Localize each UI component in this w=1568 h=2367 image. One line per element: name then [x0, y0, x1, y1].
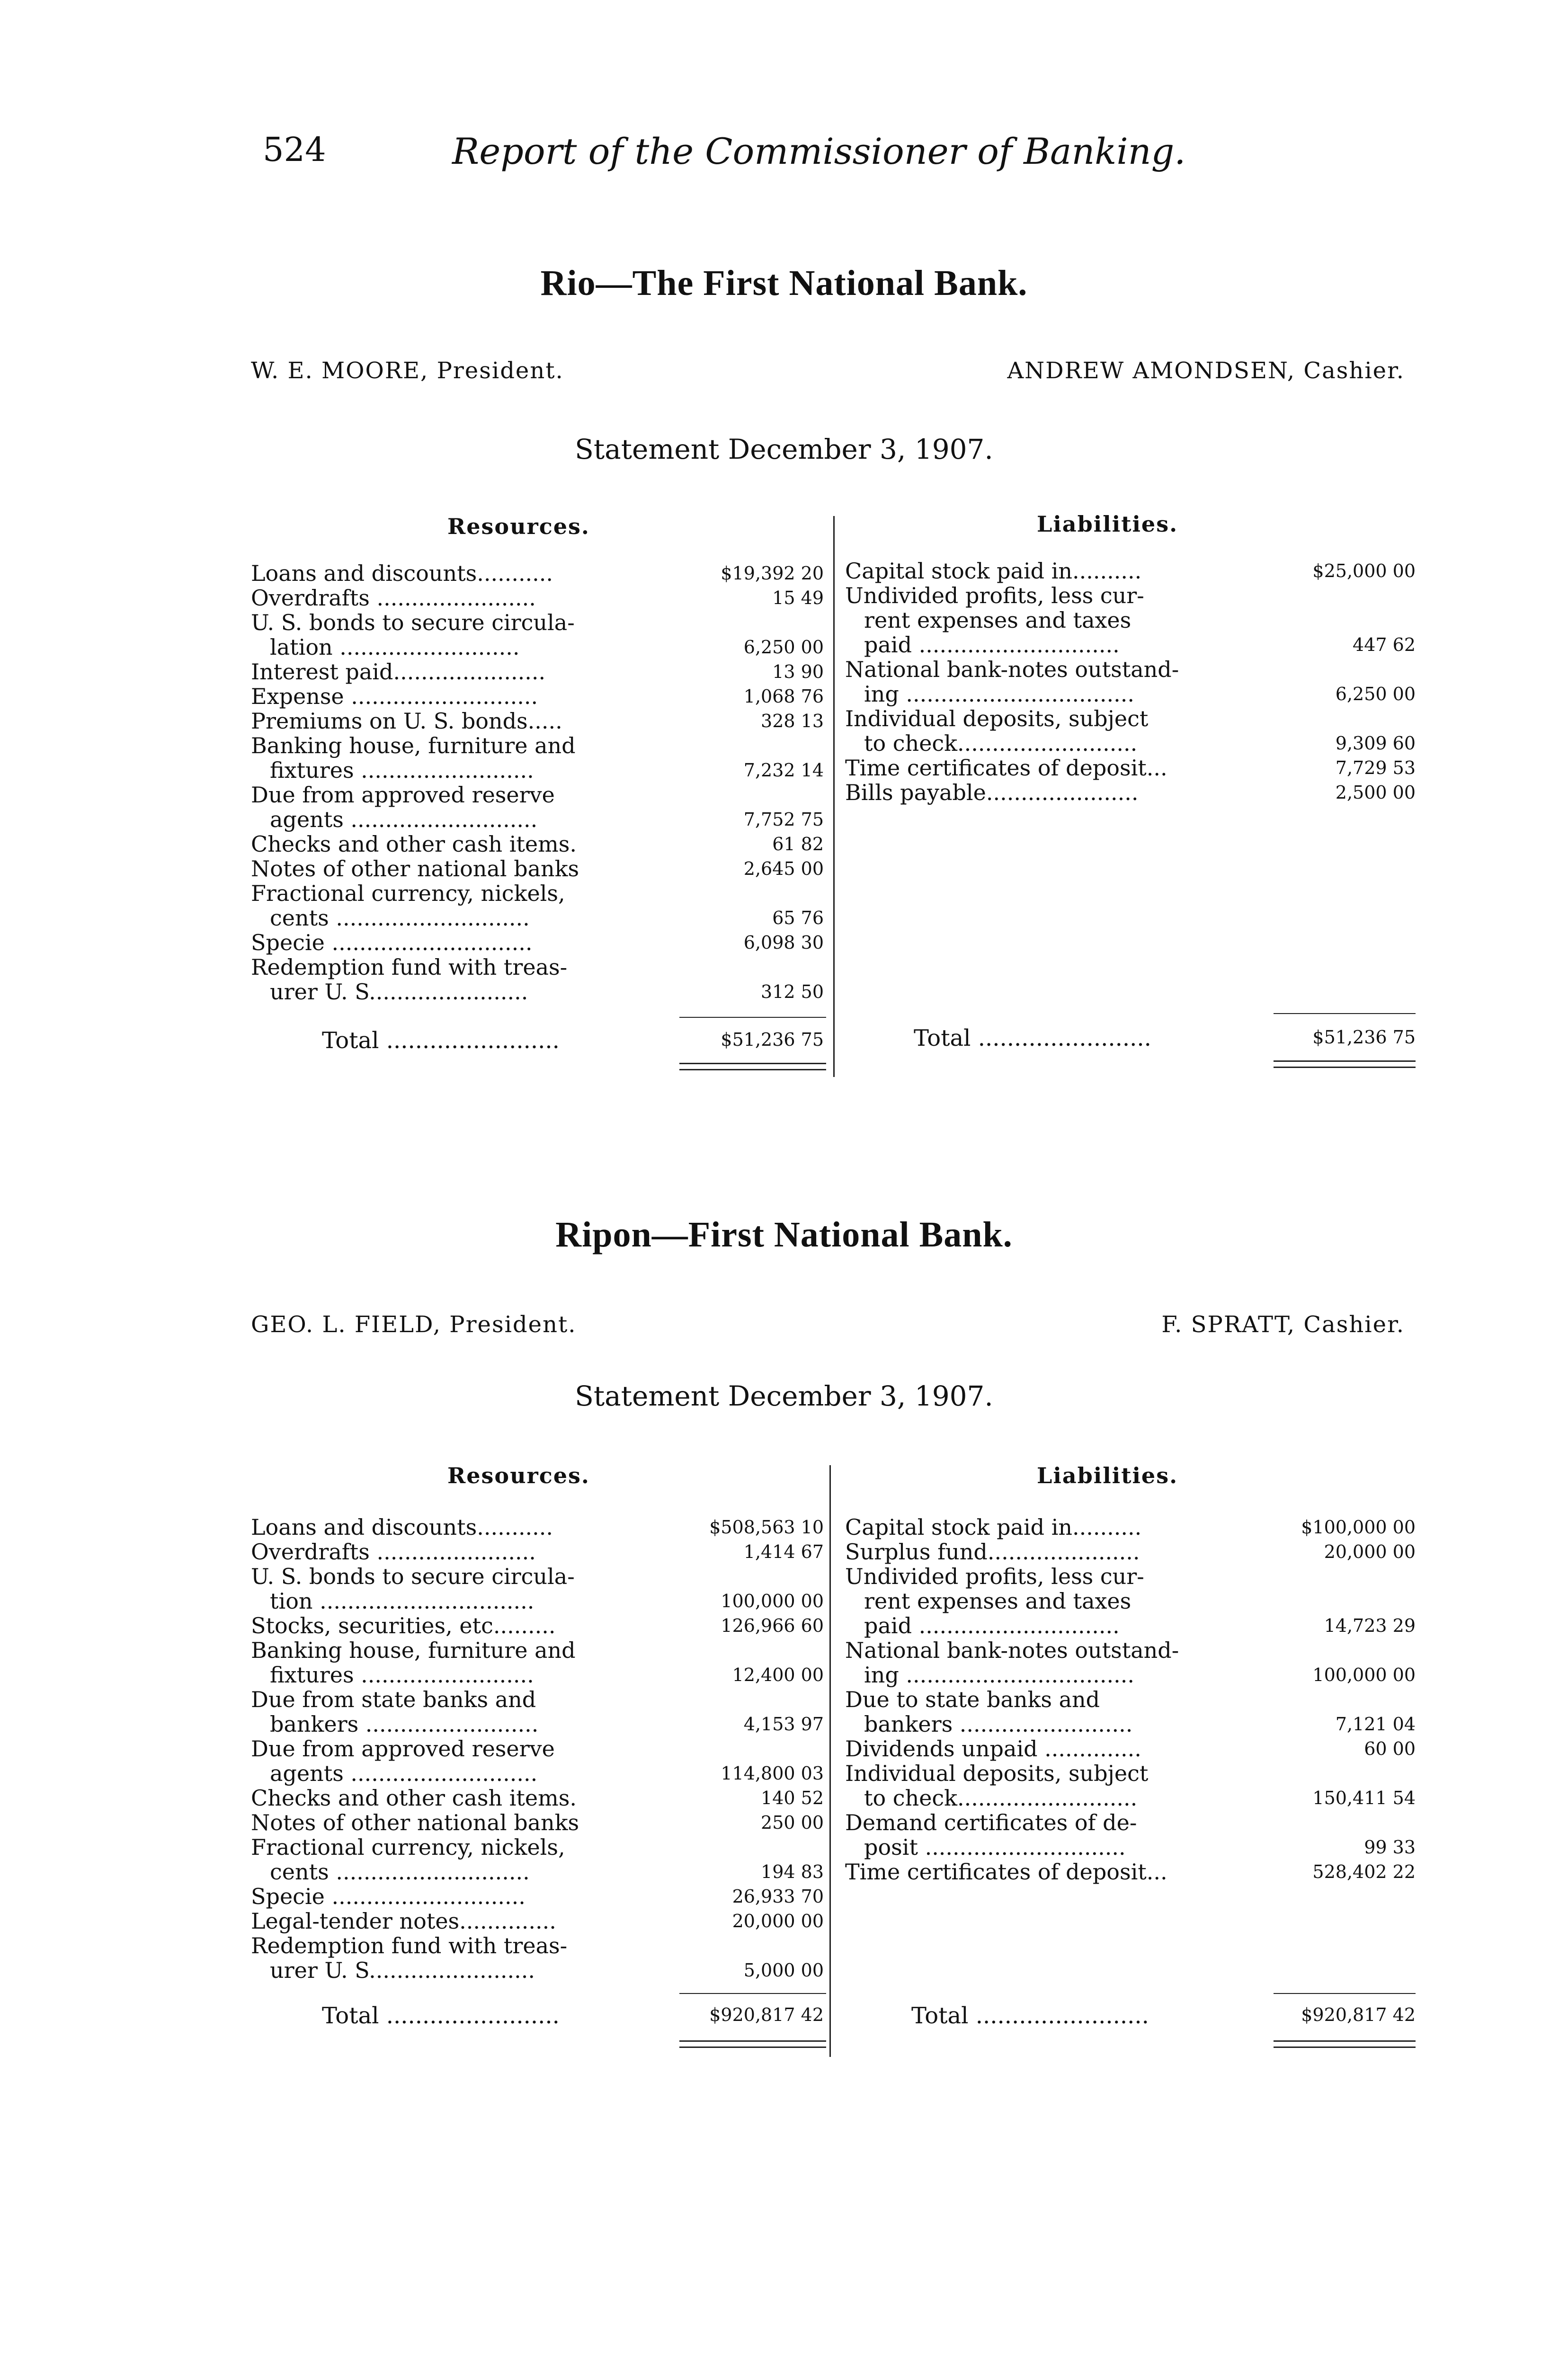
- resources-heading: Resources.: [447, 1463, 590, 1488]
- total-label: Total ........................: [911, 2002, 1149, 2029]
- liabilities-total: [911, 2002, 1416, 2031]
- row-label: rent expenses and taxes: [864, 1589, 1131, 1613]
- table-row: [251, 832, 824, 856]
- table-row: [251, 586, 824, 610]
- row-amount: 60 00: [1364, 1738, 1416, 1759]
- row-label: Time certificates of deposit...: [845, 756, 1167, 780]
- row-amount: 250 00: [761, 1812, 824, 1833]
- table-row: [251, 659, 824, 684]
- table-row: [845, 632, 1416, 657]
- liabilities-heading: Liabilities.: [1037, 1463, 1178, 1488]
- total-amount: $920,817 42: [709, 2004, 824, 2025]
- row-label: urer U. S........................: [270, 1958, 535, 1983]
- row-label: lation ..........................: [270, 635, 520, 659]
- page-header: [0, 130, 1568, 173]
- running-title: Report of the Commissioner of Banking.: [452, 130, 1186, 172]
- table-row: [251, 955, 824, 979]
- row-label: fixtures .........................: [270, 1663, 534, 1687]
- row-label: Individual deposits, subject: [845, 706, 1149, 731]
- liabilities-total: [914, 1025, 1416, 1053]
- total-double-rule: [1274, 1067, 1416, 1068]
- table-row: [845, 583, 1416, 608]
- table-row: [251, 1564, 824, 1589]
- table-row: [845, 1613, 1416, 1638]
- total-label: Total ........................: [322, 2002, 560, 2029]
- row-amount: 12,400 00: [732, 1664, 824, 1685]
- row-amount: 6,250 00: [743, 637, 824, 658]
- row-label: Due from approved reserve: [251, 783, 555, 807]
- column-divider: [833, 516, 835, 1077]
- table-row: [251, 979, 824, 1004]
- bank-title: Ripon—First National Bank.: [555, 1215, 1013, 1255]
- table-row: [251, 635, 824, 659]
- total-double-rule: [1274, 2040, 1416, 2042]
- table-row: [251, 1958, 824, 1983]
- table-row: [251, 1589, 824, 1613]
- table-row: [845, 1860, 1416, 1884]
- table-row: [845, 1638, 1416, 1663]
- row-label: Due from state banks and: [251, 1687, 536, 1712]
- table-row: [251, 881, 824, 906]
- table-row: [845, 559, 1416, 583]
- resources-table: [251, 561, 824, 1004]
- row-label: tion ...............................: [270, 1589, 535, 1613]
- liabilities-table: [845, 1515, 1416, 1884]
- table-row: [845, 682, 1416, 706]
- row-label: National bank-notes outstand-: [845, 1638, 1179, 1663]
- resources-total: [322, 1027, 824, 1056]
- table-row: [251, 709, 824, 733]
- row-label: Surplus fund......................: [845, 1539, 1140, 1564]
- row-label: Specie ............................: [251, 1884, 526, 1909]
- table-row: [251, 1835, 824, 1860]
- row-amount: 7,729 53: [1335, 757, 1416, 778]
- table-row: [251, 856, 824, 881]
- row-label: bankers .........................: [864, 1712, 1133, 1736]
- row-label: Due from approved reserve: [251, 1736, 555, 1761]
- row-label: Individual deposits, subject: [845, 1761, 1149, 1786]
- total-double-rule: [1274, 1060, 1416, 1062]
- table-row: [251, 1933, 824, 1958]
- row-amount: 20,000 00: [732, 1911, 824, 1931]
- table-row: [845, 706, 1416, 731]
- row-label: Banking house, furniture and: [251, 733, 576, 758]
- row-label: Redemption fund with treas-: [251, 955, 568, 979]
- row-amount: 140 52: [761, 1788, 824, 1808]
- row-label: paid .............................: [864, 1613, 1120, 1638]
- table-row: [845, 731, 1416, 756]
- table-row: [251, 906, 824, 930]
- table-row: [251, 1687, 824, 1712]
- statement-date: Statement December 3, 1907.: [575, 1380, 993, 1412]
- row-amount: 4,153 97: [743, 1714, 824, 1735]
- table-row: [845, 780, 1416, 805]
- row-amount: 99 33: [1364, 1837, 1416, 1858]
- table-row: [845, 1736, 1416, 1761]
- liabilities-table: [845, 559, 1416, 805]
- table-row: [845, 1515, 1416, 1539]
- row-label: Checks and other cash items.: [251, 832, 577, 856]
- table-row: [845, 1810, 1416, 1835]
- row-label: Capital stock paid in..........: [845, 1515, 1142, 1539]
- table-row: [845, 608, 1416, 632]
- total-rule: [679, 1017, 826, 1018]
- table-row: [251, 783, 824, 807]
- resources-total: [322, 2002, 824, 2031]
- row-label: bankers .........................: [270, 1712, 539, 1736]
- statement-date: Statement December 3, 1907.: [575, 433, 993, 465]
- resources-heading: Resources.: [447, 514, 590, 539]
- row-label: Loans and discounts...........: [251, 561, 553, 586]
- row-label: Premiums on U. S. bonds.....: [251, 709, 562, 733]
- table-row: [845, 1761, 1416, 1786]
- row-label: fixtures .........................: [270, 758, 534, 783]
- row-amount: 6,098 30: [743, 932, 824, 953]
- row-amount: 14,723 29: [1324, 1615, 1416, 1636]
- table-row: [251, 1613, 824, 1638]
- resources-table: [251, 1515, 824, 1983]
- row-amount: 100,000 00: [1312, 1664, 1416, 1685]
- total-double-rule: [1274, 2047, 1416, 2048]
- table-row: [845, 1687, 1416, 1712]
- table-row: [251, 930, 824, 955]
- row-amount: $508,563 10: [709, 1517, 824, 1538]
- table-row: [845, 756, 1416, 780]
- row-label: Specie .............................: [251, 930, 533, 955]
- table-row: [251, 684, 824, 709]
- row-label: Interest paid......................: [251, 659, 546, 684]
- table-row: [845, 1835, 1416, 1860]
- cashier-name: F. SPRATT, Cashier.: [1161, 1311, 1405, 1338]
- table-row: [251, 1909, 824, 1933]
- row-label: Bills payable......................: [845, 780, 1139, 805]
- row-label: Due to state banks and: [845, 1687, 1100, 1712]
- president-name: W. E. MOORE, President.: [251, 357, 564, 384]
- table-row: [251, 1663, 824, 1687]
- row-label: rent expenses and taxes: [864, 608, 1131, 632]
- total-amount: $920,817 42: [1301, 2004, 1416, 2025]
- row-label: agents ...........................: [270, 1761, 538, 1786]
- row-label: Expense ...........................: [251, 684, 538, 709]
- table-row: [251, 1884, 824, 1909]
- row-amount: 5,000 00: [743, 1960, 824, 1981]
- row-label: Overdrafts .......................: [251, 586, 536, 610]
- cashier-name: ANDREW AMONDSEN, Cashier.: [1007, 357, 1405, 384]
- table-row: [251, 1761, 824, 1786]
- row-label: Checks and other cash items.: [251, 1786, 577, 1810]
- total-label: Total ........................: [914, 1025, 1151, 1051]
- table-row: [845, 1539, 1416, 1564]
- row-amount: 1,414 67: [743, 1541, 824, 1562]
- row-amount: $100,000 00: [1301, 1517, 1416, 1538]
- row-amount: 312 50: [761, 981, 824, 1002]
- row-amount: 7,121 04: [1335, 1714, 1416, 1735]
- row-label: Undivided profits, less cur-: [845, 583, 1144, 608]
- row-label: Overdrafts .......................: [251, 1539, 536, 1564]
- total-double-rule: [679, 1063, 826, 1064]
- row-label: ing .................................: [864, 682, 1134, 706]
- row-amount: 20,000 00: [1324, 1541, 1416, 1562]
- total-label: Total ........................: [322, 1027, 560, 1054]
- row-amount: $25,000 00: [1312, 561, 1416, 581]
- table-row: [251, 733, 824, 758]
- table-row: [251, 1860, 824, 1884]
- row-amount: 2,645 00: [743, 858, 824, 879]
- row-amount: 328 13: [761, 711, 824, 731]
- row-amount: 528,402 22: [1312, 1861, 1416, 1882]
- row-label: posit .............................: [864, 1835, 1126, 1860]
- row-label: cents ............................: [270, 1860, 530, 1884]
- row-label: U. S. bonds to secure circula-: [251, 610, 575, 635]
- row-label: Demand certificates of de-: [845, 1810, 1137, 1835]
- row-label: to check..........................: [864, 731, 1138, 756]
- table-row: [251, 1638, 824, 1663]
- row-amount: 2,500 00: [1335, 782, 1416, 803]
- row-label: Fractional currency, nickels,: [251, 881, 565, 906]
- row-amount: 100,000 00: [721, 1591, 824, 1611]
- row-amount: 6,250 00: [1335, 684, 1416, 704]
- row-label: Capital stock paid in..........: [845, 559, 1142, 583]
- row-amount: 7,752 75: [743, 809, 824, 830]
- table-row: [251, 610, 824, 635]
- page-number: 524: [263, 130, 326, 169]
- table-row: [845, 1663, 1416, 1687]
- total-rule: [1274, 1013, 1416, 1014]
- row-amount: 1,068 76: [743, 686, 824, 707]
- total-double-rule: [679, 2040, 826, 2042]
- total-amount: $51,236 75: [1312, 1027, 1416, 1048]
- row-label: Undivided profits, less cur-: [845, 1564, 1144, 1589]
- table-row: [845, 657, 1416, 682]
- row-amount: 447 62: [1353, 634, 1416, 655]
- row-amount: 194 83: [761, 1861, 824, 1882]
- row-amount: 114,800 03: [721, 1763, 824, 1784]
- row-label: Loans and discounts...........: [251, 1515, 553, 1539]
- row-label: Time certificates of deposit...: [845, 1860, 1167, 1884]
- row-amount: 61 82: [772, 834, 824, 854]
- row-label: Banking house, furniture and: [251, 1638, 576, 1663]
- row-label: agents ...........................: [270, 807, 538, 832]
- row-label: Notes of other national banks: [251, 856, 579, 881]
- row-label: U. S. bonds to secure circula-: [251, 1564, 575, 1589]
- row-amount: 9,309 60: [1335, 733, 1416, 754]
- bank-title: Rio—The First National Bank.: [540, 263, 1028, 303]
- total-rule: [1274, 1993, 1416, 1994]
- table-row: [251, 1539, 824, 1564]
- liabilities-heading: Liabilities.: [1037, 511, 1178, 537]
- row-amount: 15 49: [772, 587, 824, 608]
- row-amount: $19,392 20: [721, 563, 824, 584]
- row-amount: 65 76: [772, 908, 824, 928]
- row-amount: 126,966 60: [721, 1615, 824, 1636]
- president-name: GEO. L. FIELD, President.: [251, 1311, 577, 1338]
- column-divider: [829, 1465, 831, 2057]
- total-rule: [679, 1993, 826, 1994]
- row-label: to check..........................: [864, 1786, 1138, 1810]
- table-row: [845, 1564, 1416, 1589]
- table-row: [251, 807, 824, 832]
- row-label: Redemption fund with treas-: [251, 1933, 568, 1958]
- row-label: urer U. S.......................: [270, 979, 528, 1004]
- row-label: National bank-notes outstand-: [845, 657, 1179, 682]
- table-row: [251, 1712, 824, 1736]
- row-label: ing .................................: [864, 1663, 1134, 1687]
- row-label: Notes of other national banks: [251, 1810, 579, 1835]
- table-row: [251, 1736, 824, 1761]
- row-label: Stocks, securities, etc.........: [251, 1613, 556, 1638]
- table-row: [251, 1786, 824, 1810]
- table-row: [845, 1786, 1416, 1810]
- table-row: [251, 1515, 824, 1539]
- total-amount: $51,236 75: [721, 1029, 824, 1050]
- row-amount: 7,232 14: [743, 760, 824, 781]
- row-amount: 150,411 54: [1312, 1788, 1416, 1808]
- total-double-rule: [679, 2047, 826, 2048]
- row-label: Legal-tender notes..............: [251, 1909, 556, 1933]
- table-row: [845, 1589, 1416, 1613]
- table-row: [251, 561, 824, 586]
- total-double-rule: [679, 1069, 826, 1070]
- table-row: [845, 1712, 1416, 1736]
- row-amount: 26,933 70: [732, 1886, 824, 1907]
- row-label: Fractional currency, nickels,: [251, 1835, 565, 1860]
- row-label: cents ............................: [270, 906, 530, 930]
- row-amount: 13 90: [772, 661, 824, 682]
- table-row: [251, 758, 824, 783]
- row-label: Dividends unpaid ..............: [845, 1736, 1141, 1761]
- table-row: [251, 1810, 824, 1835]
- row-label: paid .............................: [864, 632, 1120, 657]
